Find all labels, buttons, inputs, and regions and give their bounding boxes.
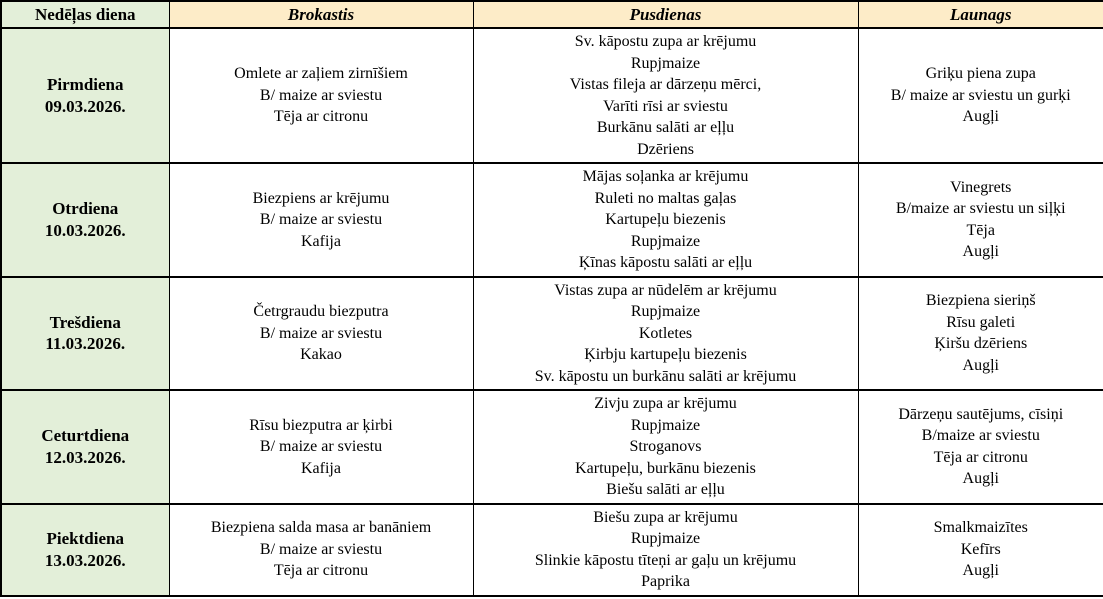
breakfast-cell — [169, 390, 473, 504]
menu-item-line: B/ maize ar sviestu — [259, 324, 383, 342]
menu-table-body — [1, 28, 1103, 596]
menu-item-line: Kotletes — [638, 324, 693, 342]
menu-item-line: Dzēriens — [637, 140, 694, 158]
menu-item-line: Omlete ar zaļiem zirnīšiem — [234, 65, 408, 83]
day-name: Ceturtdiena — [41, 426, 130, 446]
menu-item-line: Vistas zupa ar nūdelēm ar krējumu — [554, 281, 777, 299]
menu-item-line: Slinkie kāpostu tīteņi ar gaļu un krējumu — [534, 551, 797, 569]
breakfast-cell — [169, 28, 473, 163]
menu-item-line: Tēja — [966, 221, 995, 239]
menu-table-header — [1, 1, 1103, 28]
menu-item-line: B/ maize ar sviestu un gurķi — [890, 86, 1071, 104]
snack-cell — [858, 163, 1103, 277]
menu-item-line: Kartupeļu biezenis — [605, 211, 726, 228]
table-row — [1, 163, 1103, 277]
snack-cell — [858, 28, 1103, 163]
menu-item-line: Zivju zupa ar krējumu — [594, 395, 737, 412]
menu-item-line: Varīti rīsi ar sviestu — [603, 97, 728, 115]
menu-item-line: Kafija — [301, 459, 341, 477]
menu-item-line: Tēja ar citronu — [273, 562, 369, 580]
menu-item-line: B/maize ar sviestu — [921, 427, 1040, 445]
day-date: 09.03.2026. — [44, 96, 126, 116]
menu-item-line: Rupjmaize — [630, 232, 701, 250]
day-date: 13.03.2026. — [44, 550, 126, 570]
menu-item-line: Rupjmaize — [630, 54, 701, 72]
menu-item-line: Biezpiena sieriņš — [925, 292, 1036, 310]
menu-item-line: Biešu zupa ar krējumu — [593, 508, 738, 526]
header-lunch-column: Pusdienas — [473, 1, 858, 28]
menu-item-line: Stroganovs — [629, 438, 702, 455]
menu-item-line: Augļi — [962, 243, 999, 261]
day-cell — [1, 390, 169, 504]
menu-item-line: Kakao — [300, 346, 342, 363]
menu-item-line: Vistas fileja ar dārzeņu mērci, — [569, 76, 762, 93]
menu-item-line: Sv. kāpostu zupa ar krējumu — [574, 33, 757, 50]
menu-item-line: Ķirbju kartupeļu biezenis — [584, 346, 747, 363]
menu-item-line: Rupjmaize — [630, 416, 701, 434]
header-row — [1, 1, 1103, 28]
menu-item-line: Dārzeņu sautējums, cīsiņi — [898, 405, 1064, 423]
menu-item-line: Tēja ar citronu — [933, 448, 1028, 466]
day-date: 10.03.2026. — [44, 220, 126, 240]
menu-item-line: B/ maize ar sviestu — [259, 86, 383, 104]
menu-item-line: Paprika — [641, 573, 690, 590]
lunch-cell — [473, 504, 858, 596]
menu-item-line: Augļi — [962, 562, 999, 580]
snack-cell — [858, 277, 1103, 391]
menu-item-line: Augļi — [962, 108, 999, 126]
menu-item-line: Smalkmaizītes — [933, 519, 1028, 537]
day-cell — [1, 504, 169, 596]
menu-item-line: Rupjmaize — [630, 303, 701, 320]
header-breakfast-column: Brokastis — [169, 1, 473, 28]
table-row — [1, 28, 1103, 163]
breakfast-cell — [169, 504, 473, 596]
menu-item-line: Burkānu salāti ar eļļu — [596, 119, 735, 136]
menu-item-line: B/maize ar sviestu un siļķi — [895, 200, 1066, 218]
menu-item-line: B/ maize ar sviestu — [259, 438, 383, 455]
menu-item-line: Rīsu galeti — [946, 313, 1016, 331]
menu-item-line: Biezpiena salda masa ar banāniem — [210, 519, 432, 537]
day-date: 11.03.2026. — [45, 334, 126, 354]
menu-item-line: Mājas soļanka ar krējumu — [582, 168, 749, 185]
snack-cell — [858, 504, 1103, 596]
menu-item-line: Rupjmaize — [630, 530, 701, 547]
menu-item-line: Griķu piena zupa — [925, 65, 1036, 83]
menu-item-line: Ķīnas kāpostu salāti ar eļļu — [578, 254, 753, 271]
day-name: Piektdiena — [46, 529, 124, 548]
menu-item-line: Augļi — [962, 470, 999, 488]
lunch-cell — [473, 163, 858, 277]
day-name: Pirmdiena — [47, 75, 124, 94]
day-name: Trešdiena — [49, 312, 121, 332]
day-name: Otrdiena — [52, 199, 119, 219]
menu-item-line: Ruleti no maltas gaļas — [594, 189, 737, 207]
menu-item-line: Tēja ar citronu — [273, 108, 369, 126]
menu-item-line: B/ maize ar sviestu — [259, 540, 383, 558]
menu-item-line: Rīsu biezputra ar ķirbi — [249, 416, 393, 434]
day-cell — [1, 277, 169, 391]
menu-item-line: Četrgraudu biezputra — [253, 303, 389, 320]
snack-cell — [858, 390, 1103, 504]
menu-item-line: Biezpiens ar krējumu — [252, 189, 390, 207]
table-row — [1, 504, 1103, 596]
menu-item-line: Ķiršu dzēriens — [934, 335, 1028, 353]
breakfast-cell — [169, 163, 473, 277]
menu-item-line: Biešu salāti ar eļļu — [606, 481, 725, 498]
menu-item-line: Augļi — [962, 356, 999, 374]
menu-item-line: B/ maize ar sviestu — [259, 211, 383, 228]
menu-item-line: Kartupeļu, burkānu biezenis — [575, 459, 756, 477]
lunch-cell — [473, 277, 858, 391]
day-date: 12.03.2026. — [44, 447, 126, 467]
table-row — [1, 390, 1103, 504]
menu-item-line: Sv. kāpostu un burkānu salāti ar krējumu — [534, 367, 797, 385]
lunch-cell — [473, 390, 858, 504]
lunch-cell — [473, 28, 858, 163]
day-cell — [1, 28, 169, 163]
breakfast-cell — [169, 277, 473, 391]
menu-item-line: Kefīrs — [960, 540, 1001, 558]
day-cell — [1, 163, 169, 277]
table-row — [1, 277, 1103, 391]
menu-item-line: Kafija — [301, 232, 341, 250]
header-day-column: Nedēļas diena — [1, 1, 169, 28]
menu-item-line: Vinegrets — [950, 178, 1012, 196]
header-snack-column: Launags — [858, 1, 1103, 28]
